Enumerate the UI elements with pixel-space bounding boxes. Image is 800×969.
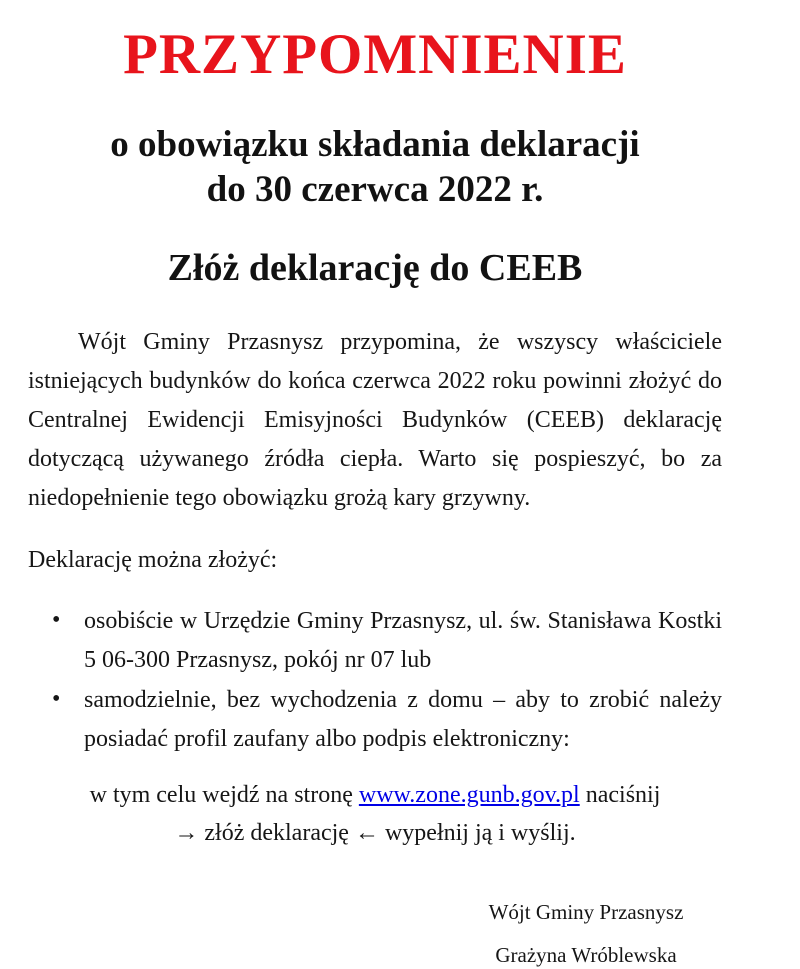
bullet-dot-icon: • — [52, 686, 61, 713]
document-title: PRZYPOMNIENIE — [123, 23, 627, 86]
signature-name: Grażyna Wróblewska — [495, 943, 677, 968]
document-subtitle — [28, 122, 722, 212]
subtitle-line-2: do 30 czerwca 2022 r. — [206, 168, 544, 210]
list-item — [52, 602, 722, 679]
cta-heading: Złóż deklarację do CEEB — [167, 246, 583, 289]
bullet-text-online: samodzielnie, bez wychodzenia z domu – aby to zrobić należy posiadać profil zaufany albo podpis elektroniczny: — [84, 687, 722, 752]
signature-role: Wójt Gminy Przasnysz — [488, 899, 684, 924]
instructions-block — [28, 776, 722, 853]
ceeb-website-link[interactable]: www.zone.gunb.gov.pl — [358, 782, 580, 809]
bullet-text-in-person: osobiście w Urzędzie Gminy Przasnysz, ul. św. Stanisława Kostki 5 06-300 Przasnysz, pokój nr 07 lub — [84, 608, 722, 673]
bullet-dot-icon: • — [52, 607, 61, 634]
subtitle-line-1: o obowiązku składania deklaracji — [110, 123, 640, 165]
link-prefix-text: w tym celu wejdź na stronę — [89, 782, 359, 809]
intro-paragraph: Wójt Gminy Przasnysz przypomina, że wszyscy właściciele istniejących budynków do końca czerwca 2022 roku powinni złożyć do Centralnej Ewidencji Emisyjności Budynków (CEEB) deklarację dotyczącą używanego źródła ciepła. Warto się pospieszyć, bo za niedopełnienie tego obowiązku grożą kary grzywny. — [28, 328, 722, 512]
submission-options-list — [28, 602, 722, 758]
list-intro: Deklarację można złożyć: — [28, 547, 278, 574]
signature-block — [446, 899, 726, 969]
list-item — [52, 681, 722, 758]
instructions-line-1 — [28, 776, 722, 814]
link-suffix-text: naciśnij — [579, 782, 661, 809]
instructions-line-2: → złóż deklarację ← wypełnij ją i wyślij. — [174, 820, 576, 847]
